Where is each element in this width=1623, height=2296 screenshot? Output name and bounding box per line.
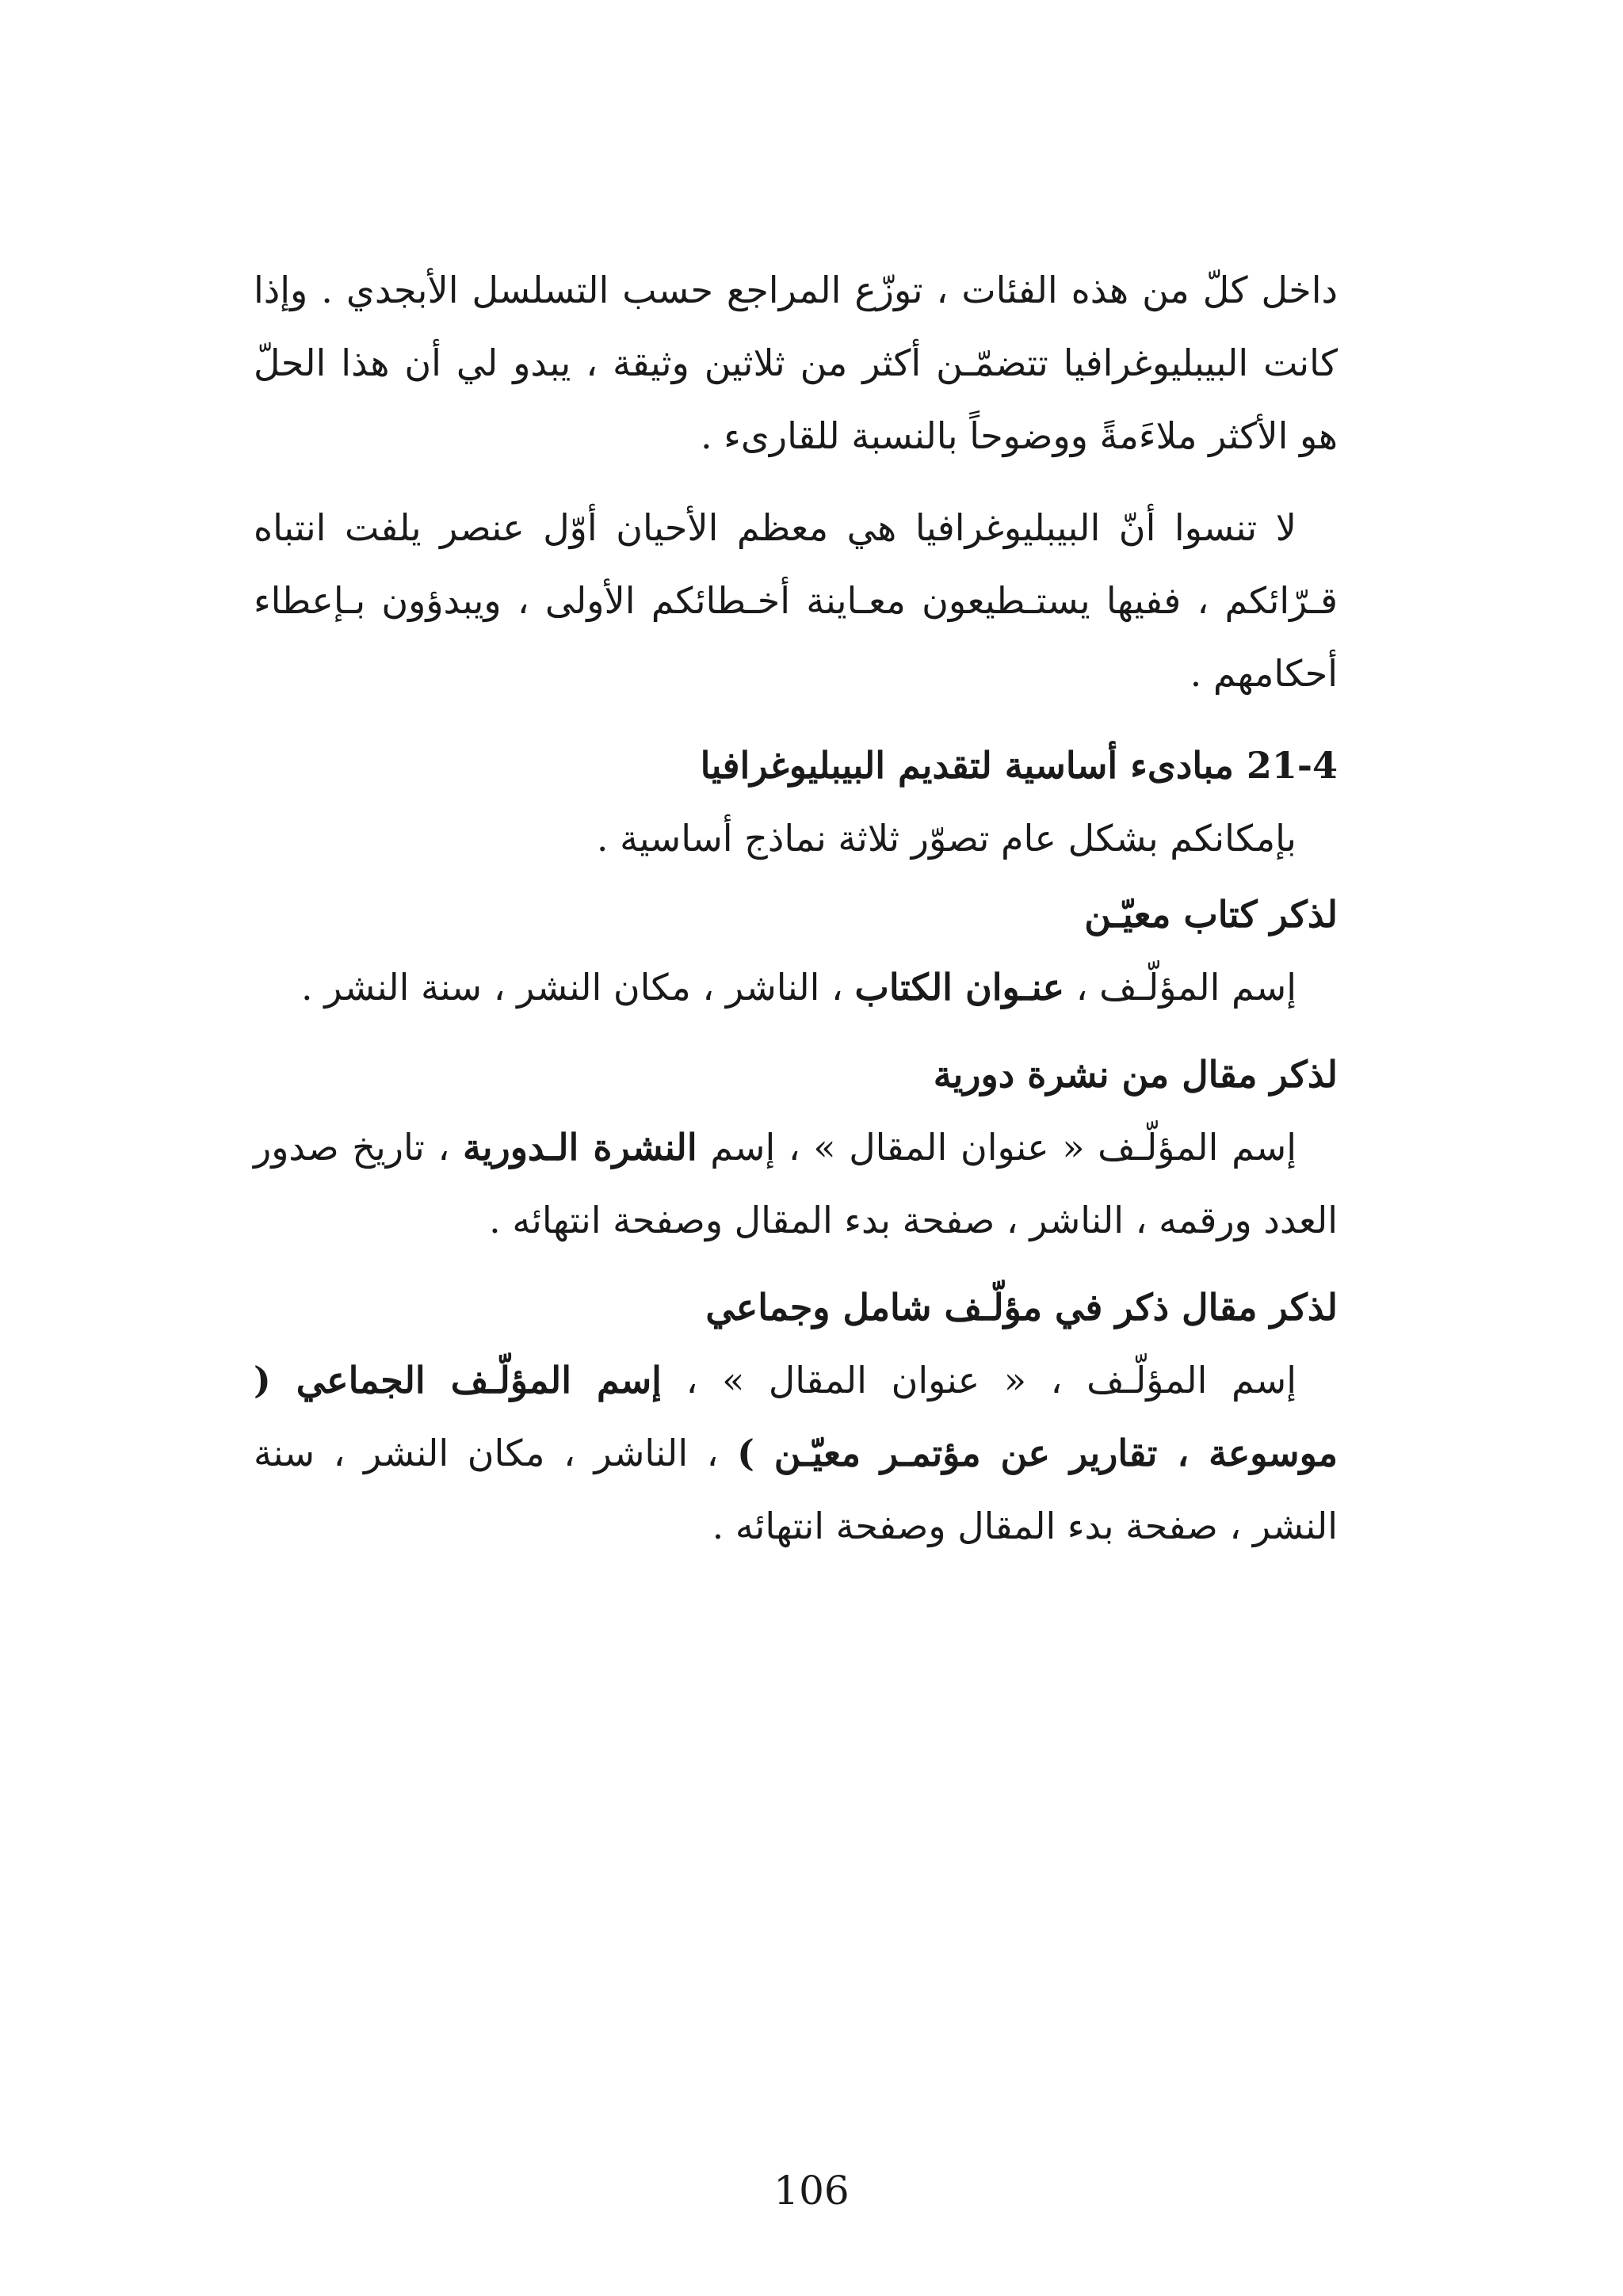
section-heading: 21-4 مبادىء أساسية لتقديم البيبليوغرافيا [700,744,1338,787]
book-model-format [254,951,1338,1024]
collective-model-format [254,1344,1338,1562]
page-body [254,254,1338,1577]
collective-model-title: لذكر مقال ذكر في مؤلّـف شامل وجماعي [705,1286,1338,1329]
periodical-model-part1: إسم المؤلّـف « عنوان المقال » ، إسم [697,1126,1297,1169]
collective-model-bold: إسم المؤلّـف الجماعي ( موسوعة ، تقارير عن مؤتمـر معيّـن ) [254,1359,1338,1474]
paragraph-sorting: داخل كلّ من هذه الفئات ، توزّع المراجع حسب التسلسل الأبجدي . وإذا كانت البيبليوغرافيا تتضمّـن أكثر من ثلاثين وثيقة ، يبدو لي أن هذا الحلّ هو الأكثر ملاءَمةً ووضوحاً بالنسبة للقارىء . [254,269,1338,457]
book-model-part1: إسم المؤلّـف ، [1064,966,1296,1009]
book-model-bold: عنـوان الكتاب [854,966,1065,1009]
book-model-part2: ، الناشر ، مكان النشر ، سنة النشر . [301,966,855,1009]
section-intro: بإمكانكم بشكل عام تصوّر ثلاثة نماذج أساسية . [596,817,1296,860]
collective-model-part2: ، الناشر ، مكان النشر ، سنة النشر ، صفحة بدء المقال وصفحة انتهائه . [254,1432,1338,1547]
periodical-model-title: لذكر مقال من نشرة دورية [933,1053,1338,1096]
book-model-title: لذكر كتاب معيّـن [1084,893,1338,936]
periodical-model-bold: النشرة الـدورية [463,1126,697,1169]
periodical-model-format [254,1111,1338,1257]
collective-model-part1: إسم المؤلّـف ، « عنوان المقال » ، [661,1359,1296,1402]
paragraph-bibliography-importance: لا تنسوا أنّ البيبليوغرافيا هي معظم الأحيان أوّل عنصر يلفت انتباه قـرّائكم ، ففيها يستـطيعون معـاينة أخـطائكم الأولى ، ويبدؤون بـإعطاء أحكامهم . [254,506,1338,695]
periodical-model-part2: ، تاريخ صدور العدد ورقمه ، الناشر ، صفحة بدء المقال وصفحة انتهائه . [254,1126,1338,1241]
page-number: 106 [773,2168,850,2214]
